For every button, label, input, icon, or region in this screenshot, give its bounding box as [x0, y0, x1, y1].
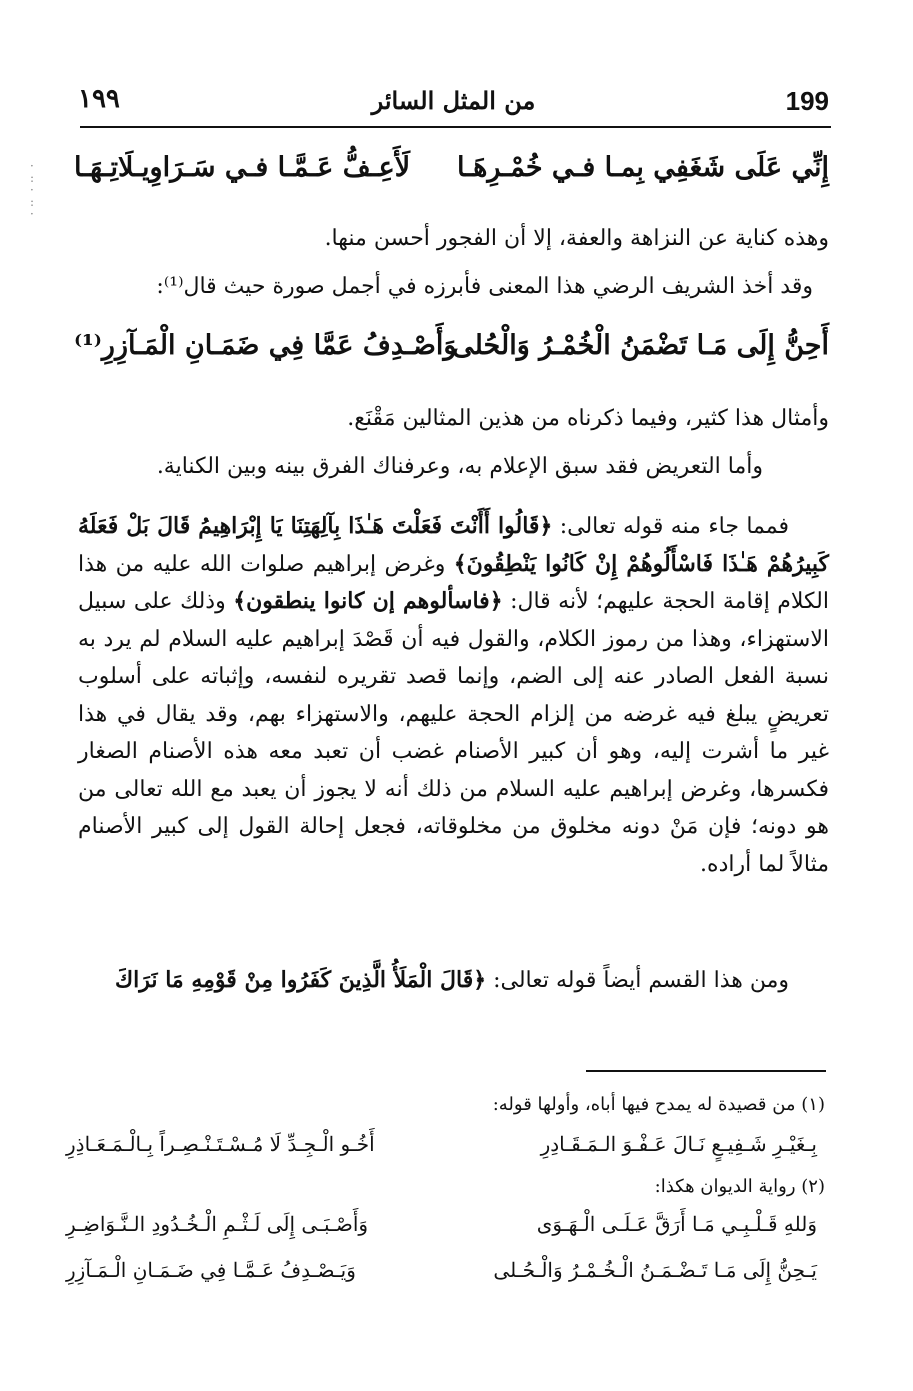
verse-2-first-hemistich: أَحِنُّ إِلَى مَـا تَضْمَنُ الْخُمْـرُ وَالْحُلى [452, 330, 829, 361]
page-number-arabic: ١٩٩ [78, 84, 120, 114]
footnote-2-verse-1-second: وَأَصْـبَـى إِلَى لَـثْـمِ الْـخُـدُودِ الـنَّـوَاضِـرِ [66, 1212, 369, 1236]
header-rule [80, 126, 831, 128]
footnote-rule [586, 1070, 826, 1072]
margin-marks: · : · : · [30, 159, 35, 221]
footnote-1-verse-second: أَخُـو الْـجِـدِّ لَا مُـسْـتَـنْـصِـراً بِـالْـمَـعَـاذِرِ [66, 1132, 375, 1156]
paragraph-5-intro: فمما جاء منه قوله تعالى: [559, 514, 789, 539]
footnote-1: (١) من قصيدة له يمدح فيها أباه، وأولها قوله: [492, 1094, 825, 1115]
paragraph-3: وأمثال هذا كثير، وفيما ذكرناه من هذين المثالين مَقْنَع. [347, 406, 829, 431]
footnote-2-verse-2-first: يَـحِنُّ إِلَى مَـا تَـضْـمَـنُ الْـخُـمْـرُ وَالْـحُـلى [493, 1258, 817, 1282]
paragraph-5 [78, 508, 829, 883]
footnote-1-verse-first: بِـغَيْـرِ شَـفِيـعٍ نَـالَ عَـفْـوَ الـمَـقَـادِرِ [540, 1132, 817, 1156]
running-title: من المثل السائر [371, 86, 536, 115]
quran-quote-2: ﴿فاسألوهم إن كانوا ينطقون﴾ [233, 588, 503, 614]
footnote-2-verse-2 [66, 1258, 817, 1294]
verse-2 [74, 330, 829, 380]
verse-1 [74, 152, 829, 202]
paragraph-4: وأما التعريض فقد سبق الإعلام به، وعرفناك الفرق بينه وبين الكناية. [156, 454, 763, 479]
footnote-2-verse-2-second: وَيَـصْـدِفُ عَـمَّـا فِي ضَـمَـانِ الْـمَـآزِرِ [66, 1258, 356, 1282]
paragraph-6 [78, 962, 829, 1000]
quran-quote-1: ﴿قَالُوا أَأَنْتَ فَعَلْتَ هَـٰذَا بِآلِهَتِنَا يَا إِبْرَاهِيمُ قَالَ بَلْ فَعَلَهُ كَبِيرُهُمْ هَـٰذَا فَاسْأَلُوهُمْ إِنْ كَانُوا يَنْطِقُونَ﴾ [78, 513, 829, 577]
paragraph-5-text-1: وغرض إبراهيم صلوات الله عليه من هذا الكلام إقامة الحجة عليهم؛ لأنه قال: [78, 551, 829, 614]
paragraph-6-intro: ومن هذا القسم أيضاً قوله تعالى: [493, 968, 789, 993]
page-number-latin: 199 [785, 86, 829, 116]
paragraph-2: وقد أخذ الشريف الرضي هذا المعنى فأبرزه في أجمل صورة حيث قال⁽¹⁾: [156, 274, 813, 299]
paragraph-5-text-2: وذلك على سبيل الاستهزاء، وهذا من رموز الكلام، والقول فيه أن قَصْدَ إبراهيم عليه السلام لم يرد به نسبة الفعل الصادر عنه إلى الضم، وإنما قصد تقريره لنفسه، وإثباته على أسلوب تعريضٍ يبلغ فيه غرضه من إلزام الحجة عليهم، والاستهزاء بهم، وقد يقال في هذا غير ما أشرت إليه، وهو أن كبير الأصنام غضب أن تعبد معه هذه الأصنام الصغار فكسرها، وغرض إبراهيم عليه السلام من ذلك أنه لا يجوز أن يعبد مع الله تعالى من هو دونه؛ فإن مَنْ دونه مخلوق من مخلوقاته، فجعل إحالة القول إلى كبير الأصنام مثالاً لما أراده. [78, 589, 829, 877]
paragraph-1: وهذه كناية عن النزاهة والعفة، إلا أن الفجور أحسن منها. [324, 226, 829, 251]
footnote-2-verse-1 [66, 1212, 817, 1248]
verse-1-second-hemistich: لَأَعِـفُّ عَـمَّـا فـي سَـرَاوِيـلَاتِـهَـا [74, 152, 411, 183]
quran-quote-3: ﴿قَالَ الْمَلَأُ الَّذِينَ كَفَرُوا مِنْ قَوْمِهِ مَا نَرَاكَ [115, 967, 487, 993]
verse-2-second-hemistich: وَأَصْـدِفُ عَمَّا فِي ضَمَـانِ الْمَـآزِرِ⁽¹⁾ [74, 330, 457, 361]
footnote-2-verse-1-first: وَللهِ قَـلْـبِـي مَـا أَرَقَّ عَـلَـى الْـهَـوَى [536, 1212, 817, 1236]
footnote-2: (٢) رواية الديوان هكذا: [654, 1176, 825, 1197]
verse-1-first-hemistich: إِنِّي عَلَى شَغَفِي بِمـا فـي خُمْـرِهَـا [457, 152, 829, 183]
page-header [78, 84, 829, 124]
footnote-1-verse [66, 1132, 817, 1168]
